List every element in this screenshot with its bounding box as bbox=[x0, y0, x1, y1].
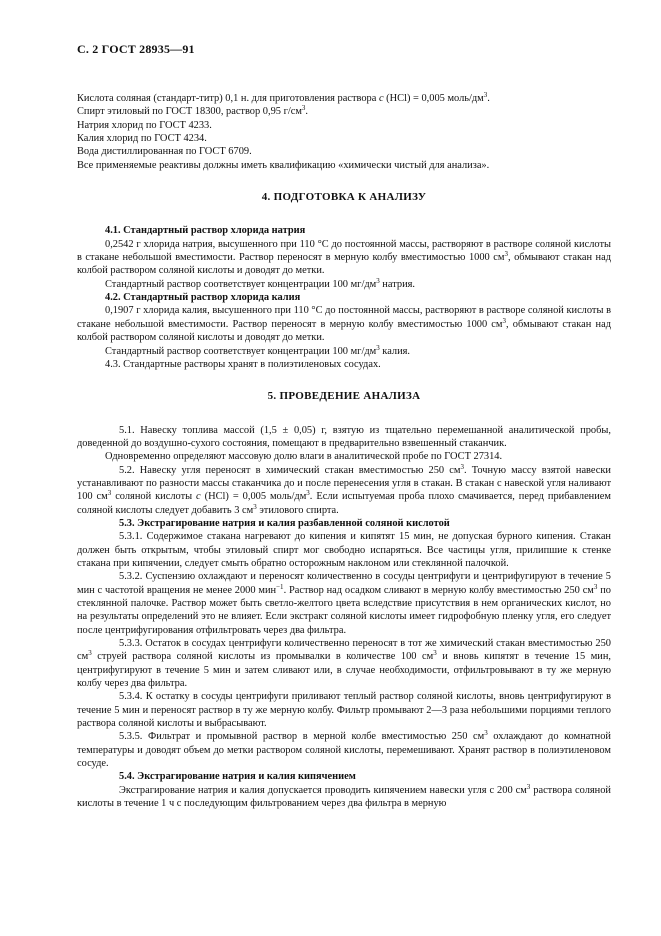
reagent-quality-note: Все применяемые реактивы должны иметь квалификацию «химически чистый для анализа». bbox=[77, 159, 490, 171]
paragraph-4-1-conc: Стандартный раствор соответствует концентрации 100 $мг/дм^3$ натрия. bbox=[105, 276, 416, 290]
subsection-5-3-title: 5.3. Экстрагирование натрия и калия разбавленной соляной кислотой bbox=[119, 517, 450, 529]
reagent-nacl: Натрия хлорид по ГОСТ 4233. bbox=[77, 119, 212, 131]
paragraph-4-1: 0,2542 г хлорида натрия, высушенного при 110 °С до постоянной массы, растворяют в растворе соляной кислоты в стакане небольшой вместимости. Раствор переносят в мерную колбу вместимостью 1000 $см^3$, обмывают стакан над колбой раствором соляной кислоты и доводят до метки. bbox=[77, 238, 611, 277]
section-4-title: 4. ПОДГОТОВКА К АНАЛИЗУ bbox=[261, 191, 427, 204]
paragraph-5-2: 5.2. Навеску угля переносят в химический стакан вместимостью 250 $см^3$. Точную массу взятой навески устанавливают по разности массы стаканчика до и после перенесения угля в стакан. В стакан с навеской угля наливают 100 $см^3$ соляной кислоты c (HCl) = 0,005 моль/$дм^3$. Если испытуемая проба плохо смачивается, перед прибавлением соляной кислоты следует добавить 3 $см^3$ этилового спирта. bbox=[77, 462, 611, 516]
paragraph-4-2: 0,1907 г хлорида калия, высушенного при 110 °С до постоянной массы, растворяют в растворе соляной кислоты в стакане небольшой вместимости. Раствор переносят в мерную колбу вместимостью 1000 $см^3$, обмывают стакан над колбой раствором соляной кислоты и доводят до метки. bbox=[77, 305, 611, 344]
paragraph-5-3-2: 5.3.2. Суспензию охлаждают и переносят количественно в сосуды центрифуги и центрифугируют в течение 5 мин с частотой вращения не менее 2000 мин$^{-1}$. Раствор над осадком сливают в мерную колбу вместимостью 250 $см^3$ по стеклянной палочке. Раствор может быть светло-желтого цвета вследствие присутствия в нем органических кислот, но на результаты определений это не влияет. Если экстракт соляной кислоты имеет гидрофобную пленку угля, его следует после центрифугирования отфильтровать через два фильтра. bbox=[77, 571, 611, 636]
paragraph-5-1-moisture: Одновременно определяют массовую долю влаги в аналитической пробе по ГОСТ 27314. bbox=[105, 451, 503, 463]
page-header: С. 2 ГОСТ 28935—91 bbox=[77, 42, 195, 56]
subsection-5-4-title: 5.4. Экстрагирование натрия и калия кипячением bbox=[119, 771, 356, 783]
subsection-4-1-title: 4.1. Стандартный раствор хлорида натрия bbox=[105, 225, 306, 237]
paragraph-5-3-3: 5.3.3. Остаток в сосудах центрифуги количественно переносят в тот же химический стакан вместимостью 250 $см^3$ струей раствора соляной кислоты из промывалки в количестве 100 $см^3$ и вновь кипятят в течение 15 мин, центрифугируют в течение 5 мин и затем сливают или, в случае необходимости, отфильтровывают в ту же мерную колбу через два фильтра. bbox=[77, 638, 612, 690]
reagent-hcl: Кислота соляная (стандарт-титр) 0,1 н. для приготовления раствора c (HCl) = 0,005 моль/$дм^3$. bbox=[77, 91, 490, 104]
paragraph-5-4: Экстрагирование натрия и калия допускается проводить кипячением навески угля с 200 $см^3$ раствора соляной кислоты в течение 1 ч с последующим фильтрованием через два фильтра в мерную bbox=[77, 782, 611, 810]
paragraph-4-3: 4.3. Стандартные растворы хранят в полиэтиленовых сосудах. bbox=[105, 358, 381, 370]
paragraph-5-3-4: 5.3.4. К остатку в сосуды центрифуги приливают теплый раствор соляной кислоты, вновь центрифугируют в течение 5 мин и переносят раствор в ту же мерную колбу. Фильтр промывают 2—3 раза небольшими порциями теплого раствора соляной кислоты и выбрасывают. bbox=[77, 691, 611, 730]
paragraph-4-2-conc: Стандартный раствор соответствует концентрации 100 $мг/дм^3$ калия. bbox=[105, 343, 411, 357]
reagent-water: Вода дистиллированная по ГОСТ 6709. bbox=[77, 146, 252, 158]
paragraph-5-1: 5.1. Навеску топлива массой (1,5 ± 0,05) г, взятую из тщательно перемешанной аналитической пробы, доведенной до воздушно-сухого состояния, помещают в предварительно взвешенный стаканчик. bbox=[77, 424, 611, 449]
section-5-title: 5. ПРОВЕДЕНИЕ АНАЛИЗА bbox=[267, 390, 421, 403]
reagent-ethanol: Спирт этиловый по ГОСТ 18300, раствор 0,95 $г/см^3$. bbox=[77, 104, 309, 118]
paragraph-5-3-5: 5.3.5. Фильтрат и промывной раствор в мерной колбе вместимостью 250 $см^3$ охлаждают до комнатной температуры и доводят объем до метки раствором соляной кислоты, перемешивают. Хранят раствор в полиэтиленовом сосуде. bbox=[77, 729, 611, 770]
paragraph-5-3-1: 5.3.1. Содержимое стакана нагревают до кипения и кипятят 15 мин, не допуская бурного кипения. Стакан должен быть открытым, чтобы этиловый спирт мог свободно испаряться. Все частицы угля, прилипшие к стенке стакана при кипячении, следует смыть обратно осторожным наклоном или стеклянной палочкой. bbox=[77, 531, 611, 569]
reagent-kcl: Калия хлорид по ГОСТ 4234. bbox=[77, 133, 207, 145]
document-body bbox=[77, 92, 611, 811]
subsection-4-2-title: 4.2. Стандартный раствор хлорида калия bbox=[105, 292, 301, 304]
